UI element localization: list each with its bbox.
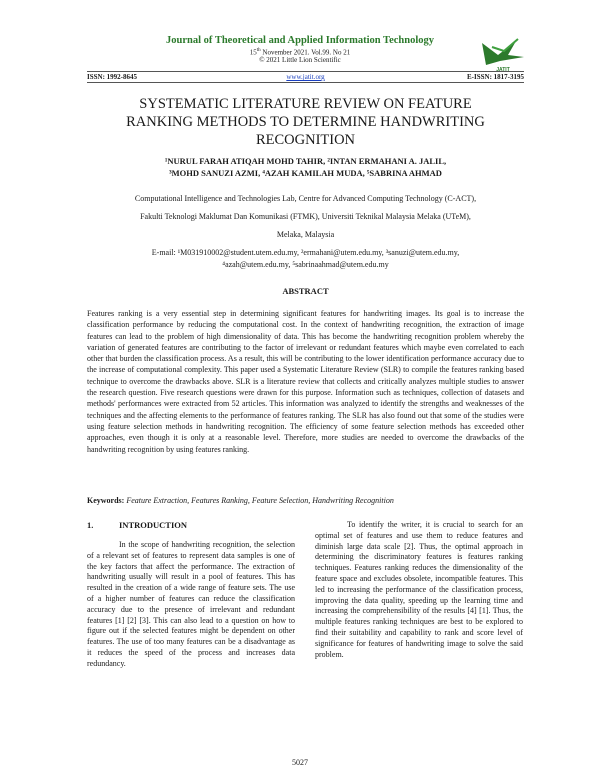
logo-text: JATIT — [496, 67, 510, 73]
affiliation-line: Computational Intelligence and Technologies Lab, Centre for Advanced Computing Technology (C-ACT), — [134, 194, 477, 203]
abstract-heading: ABSTRACT — [282, 286, 329, 296]
section-heading — [87, 520, 187, 530]
website-link[interactable]: www.jatit.org — [286, 73, 325, 81]
abstract-text: Features ranking is a very essential step in determining significant features for handwriting images. Its goal is to increase the classification performance by reducing the computational cost. In the context of handwriting recognition, the extraction of image features can lead to the problem of high dimensionality of data. This has become the handwriting recognition problem whereby the variation of generated features are contributing to the factor of irrelevant or redundant features which maybe even correlated to each other that burden the classification process. As a result, this will be contributing to the lower identification performance accuracy due to the increase of computational complexity. This paper used a Systematic Literature Review (SLR) to compile the features ranking based technique to overcome the drawbacks above. SLR is a literature review that collects and critically analyzes multiple studies to answer the research question. Five research questions were drawn for this purpose. Information such as techniques, collection of datasets and methods' performances were extracted from 52 articles. This information was analyzed to identify the strengths and weaknesses of the techniques and the affecting elements to the performance of features ranking. The SLR has also found out that some of the studies were using feature selection methods in handwriting recognition. The efficiency of some feature selection methods has exceeded other approaches, even though it is only at a reasonable level. Therefore, more studies are needed to overcome the drawbacks of the handwriting recognition by using features ranking. — [87, 309, 524, 454]
keywords-list: Feature Extraction, Features Ranking, Feature Selection, Handwriting Recognition — [126, 496, 394, 505]
title-line: SYSTEMATIC LITERATURE REVIEW ON FEATURE — [139, 96, 472, 112]
title-line: RECOGNITION — [255, 132, 356, 148]
issue-day: 15 — [249, 48, 257, 57]
issue-day-suffix: th — [256, 48, 261, 53]
keywords-label: Keywords: — [87, 496, 125, 505]
eissn: E-ISSN: 1817-3195 — [467, 73, 524, 81]
header-rule-bottom — [87, 82, 524, 83]
journal-title: Journal of Theoretical and Applied Information Technology — [166, 35, 434, 46]
intro-paragraph: In the scope of handwriting recognition, the selection of a relevant set of features to represent data samples is one of the key factors that affect the performance. The extraction of handwriting usually will result in a pool of features. This has resulted in the creation of a wide range of feature sets. The use of a higher number of features can reduce the classification accuracy due to the presence of irrelevant and redundant features [1] [2] [3]. This can also lead to a question on how to figure out if the selected features might be dependent on other features. The use of too many features can be a disadvantage as it reduces the speed of the process and increases data redundancy. — [87, 540, 295, 668]
email-line: E-mail: ¹M031910002@student.utem.edu.my, ²ermahani@utem.edu.my, ³sanuzi@utem.edu.my, — [151, 248, 460, 257]
authors — [87, 155, 524, 179]
section-number: 1. — [87, 520, 94, 530]
issue-rest: November 2021. Vol.99. No 21 — [260, 48, 351, 57]
intro-left-column — [87, 540, 295, 670]
intro-right-column — [315, 520, 523, 660]
keywords — [87, 496, 524, 505]
header-rule-top — [87, 71, 524, 72]
affiliation-line: Fakulti Teknologi Maklumat Dan Komunikasi (FTMK), Universiti Teknikal Malaysia Melaka (UTeM), — [140, 212, 471, 221]
issn: ISSN: 1992-8645 — [87, 73, 137, 81]
paper-title — [87, 95, 524, 149]
title-line: RANKING METHODS TO DETERMINE HANDWRITING — [126, 114, 485, 130]
affiliation-line: Melaka, Malaysia — [276, 230, 335, 239]
intro-paragraph: To identify the writer, it is crucial to search for an optimal set of features and use them to reduce features and diminish large data scale [2]. Thus, the optimal approach in determining the discriminatory features is features ranking techniques. Features ranking reduces the dimensionality of the feature space and excludes obsolete, incompatible features. This led to increasing the performance of the classification process, improving the data quality, speeding up the learning time and increasing the comprehensibility of the results [4] [1]. Thus, the multiple features ranking techniques are best to be explored to find their suitability and capability to rank and score level of significance for features of handwriting image to solve the said problem. — [315, 520, 523, 659]
jatit-logo-icon — [478, 35, 528, 69]
email-line: ⁴azah@utem.edu.my, ⁵sabrinaahmad@utem.edu.my — [222, 260, 389, 269]
section-title: INTRODUCTION — [119, 520, 188, 530]
authors-line: ³MOHD SANUZI AZMI, ⁴AZAH KAMILAH MUDA, ⁵SABRINA AHMAD — [169, 168, 442, 178]
page-number: 5027 — [292, 758, 308, 767]
authors-line: ¹NURUL FARAH ATIQAH MOHD TAHIR, ²INTAN ERMAHANI A. JALIL, — [164, 156, 447, 166]
copyright: © 2021 Little Lion Scientific — [259, 56, 341, 64]
